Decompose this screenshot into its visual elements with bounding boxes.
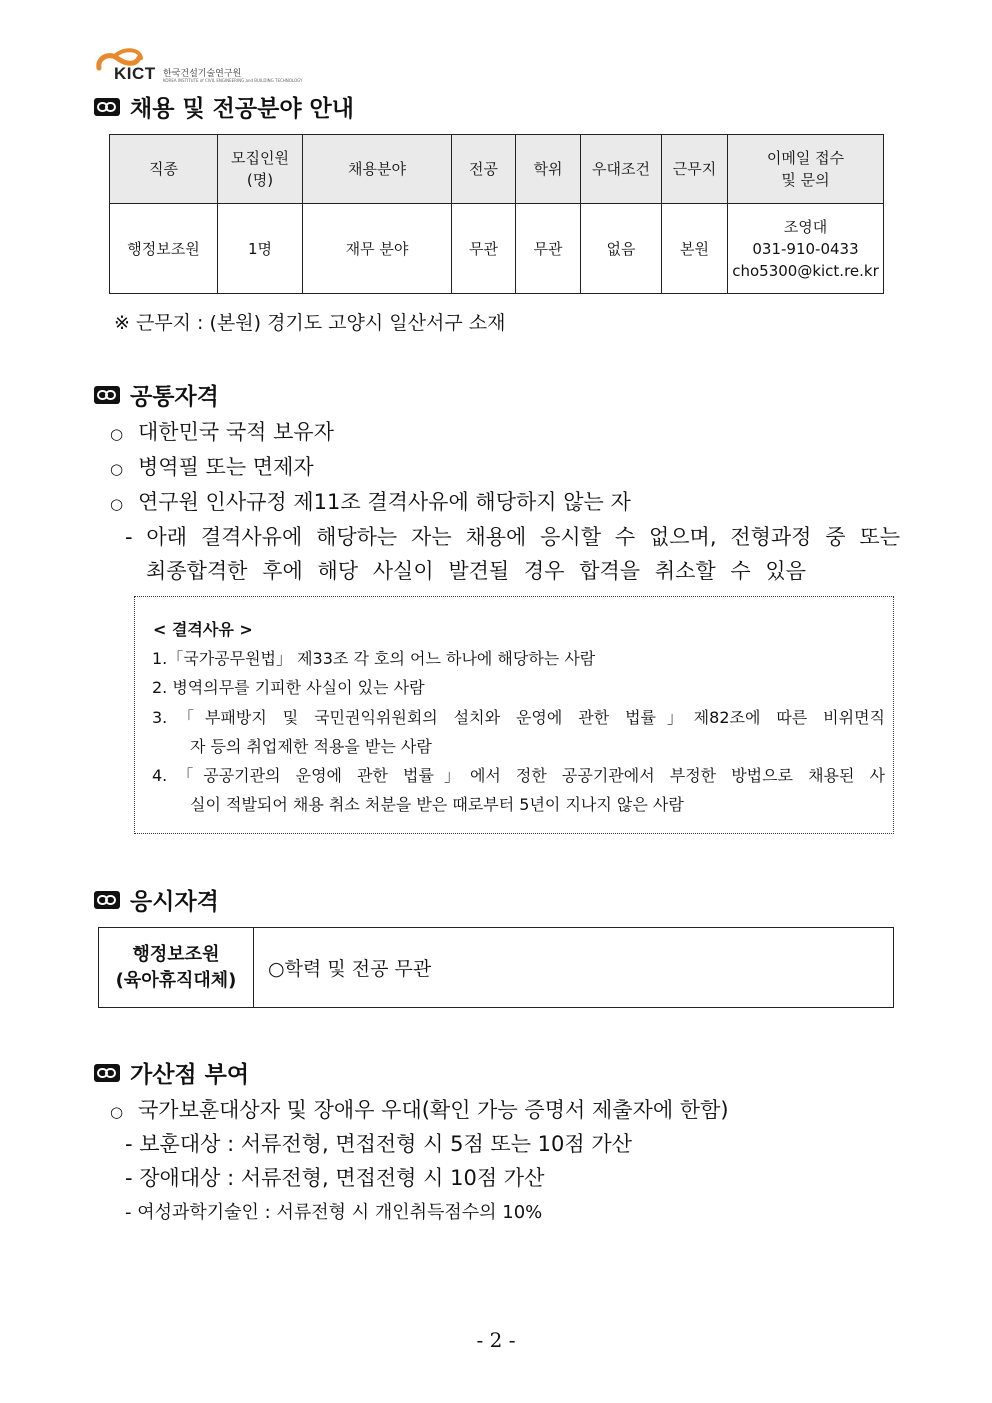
table-row [110, 204, 884, 294]
section-title-recruit [94, 90, 354, 123]
cell-field: 재무 분야 [303, 204, 452, 294]
link-icon [94, 1064, 120, 1082]
header-location: 근무지 [662, 135, 728, 204]
section-title-text: 채용 및 전공분야 안내 [130, 96, 354, 122]
cell-degree: 무관 [516, 204, 581, 294]
header-degree: 학위 [516, 135, 581, 204]
cell-major: 무관 [452, 204, 516, 294]
list-item: ○ 국가보훈대상자 및 장애우 우대(확인 가능 증명서 제출자에 한함) [110, 1098, 729, 1122]
header-contact: 이메일 접수 및 문의 [728, 135, 884, 204]
link-icon [94, 98, 120, 116]
cell-count: 1명 [218, 204, 303, 294]
cell-contact [728, 204, 884, 294]
bonus-line-women: - 여성과학기술인 : 서류전형 시 개인취득점수의 10% [125, 1202, 543, 1223]
box-line-4b: 실이 적발되어 채용 취소 처분을 받은 때로부터 5년이 지나지 않은 사람 [190, 795, 684, 814]
section-title-text: 공통자격 [130, 384, 219, 410]
cell-location: 본원 [662, 204, 728, 294]
list-item: ○ 연구원 인사규정 제11조 결격사유에 해당하지 않는 자 [110, 490, 631, 514]
list-item: ○ 병역필 또는 면제자 [110, 455, 314, 479]
location-note: ※ 근무지 : (본원) 경기도 고양시 일산서구 소재 [114, 312, 506, 334]
qual-label: 행정보조원 (육아휴직대체) [99, 928, 254, 1008]
disqualify-note-line1: - 아래 결격사유에 해당하는 자는 채용에 응시할 수 없으며, 전형과정 중 또는 [125, 525, 900, 549]
header-field: 채용분야 [303, 135, 452, 204]
logo-org-en: KOREA INSTITUTE of CIVIL ENGINEERING and BUILDING TECHNOLOGY [163, 78, 303, 83]
box-line-3a: 3.「부패방지 및 국민권익위원회의 설치와 운영에 관한 법률」제82조에 따른 비위면직 [152, 708, 885, 727]
section-title-bonus [94, 1056, 249, 1089]
header-count: 모집인원 (명) [218, 135, 303, 204]
cell-job: 행정보조원 [110, 204, 218, 294]
recruit-table [109, 134, 884, 294]
contact-name: 조영대 [783, 217, 828, 236]
section-title-common [94, 378, 219, 411]
box-line-1: 1.「국가공무원법」 제33조 각 호의 어느 하나에 해당하는 사람 [152, 649, 596, 668]
bonus-line-veterans: - 보훈대상 : 서류전형, 면접전형 시 5점 또는 10점 가산 [125, 1132, 632, 1156]
bonus-line-disabled: - 장애대상 : 서류전형, 면접전형 시 10점 가산 [125, 1166, 545, 1190]
qual-value: ○학력 및 전공 무관 [254, 928, 894, 1008]
section-title-text: 가산점 부여 [130, 1062, 250, 1088]
page-number: - 2 - [476, 1328, 516, 1352]
logo-text: KICT [114, 64, 156, 83]
header-job: 직종 [110, 135, 218, 204]
contact-email[interactable]: cho5300@kict.re.kr [732, 261, 879, 280]
box-line-3b: 자 등의 취업제한 적용을 받는 사람 [190, 737, 432, 756]
link-icon [94, 891, 120, 909]
circle-bullet-icon: ○ [110, 425, 124, 443]
box-line-4a: 4.「공공기관의 운영에 관한 법률」에서 정한 공공기관에서 부정한 방법으로 채용된 사 [152, 766, 885, 785]
header-preference: 우대조건 [581, 135, 662, 204]
disqualification-box [134, 596, 894, 834]
link-icon [94, 386, 120, 404]
circle-bullet-icon: ○ [110, 495, 124, 513]
section-title-qualification [94, 883, 219, 916]
header-major: 전공 [452, 135, 516, 204]
qualification-table [98, 927, 894, 1008]
contact-phone: 031-910-0433 [752, 239, 859, 258]
box-title: < 결격사유 > [153, 620, 253, 639]
circle-bullet-icon: ○ [110, 460, 124, 478]
list-item: ○ 대한민국 국적 보유자 [110, 420, 334, 444]
disqualify-note-line2: 최종합격한 후에 해당 사실이 발견될 경우 합격을 취소할 수 있음 [146, 559, 806, 583]
logo-org: 한국건설기술연구원 [163, 69, 242, 79]
cell-preference: 없음 [581, 204, 662, 294]
circle-bullet-icon: ○ [110, 1103, 124, 1121]
section-title-text: 응시자격 [130, 889, 219, 915]
box-line-2: 2. 병역의무를 기피한 사실이 있는 사람 [152, 678, 425, 697]
